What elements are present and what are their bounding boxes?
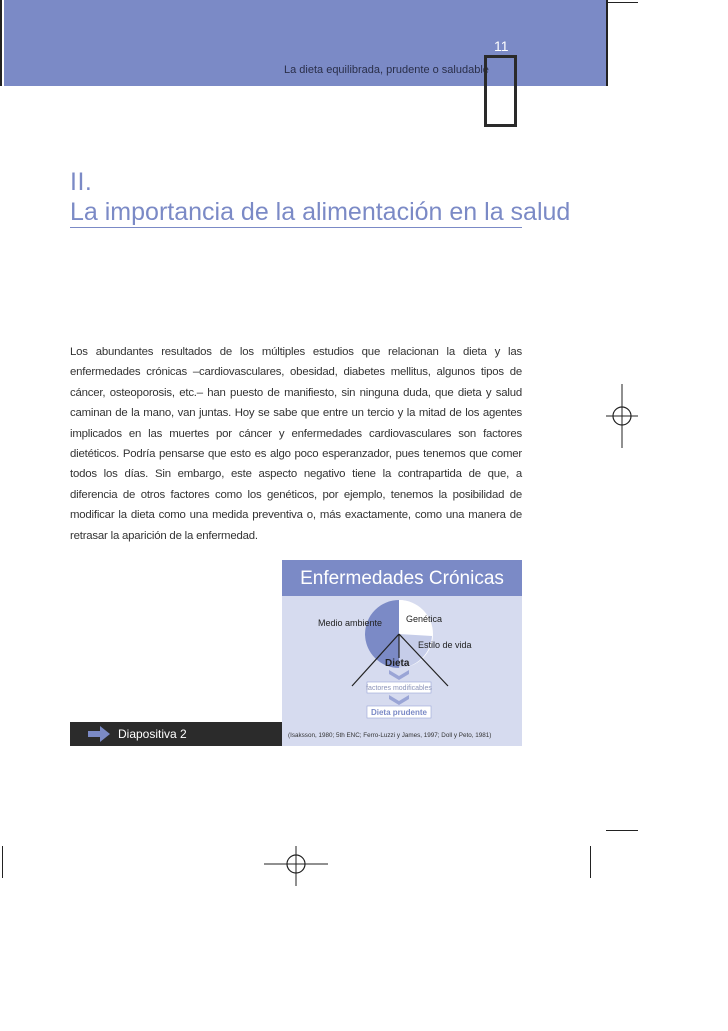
- running-title: La dieta equilibrada, prudente o saludable: [284, 64, 489, 76]
- chevron-down-icon: [389, 670, 409, 680]
- registration-mark-icon: [264, 846, 328, 886]
- chevron-down-icon: [389, 695, 409, 705]
- crop-mark: [0, 0, 2, 86]
- crop-mark: [606, 0, 608, 86]
- slide-diagram: [282, 596, 522, 746]
- crop-mark: [590, 846, 591, 878]
- label-estilo-de-vida: Estilo de vida: [418, 640, 472, 650]
- crop-mark: [2, 846, 3, 878]
- title-divider: [70, 227, 522, 228]
- slide-label-band: [70, 722, 282, 746]
- body-paragraph: Los abundantes resultados de los múltiples estudios que relacionan la dieta y las enfermedades crónicas –cardiovasculares, obesidad, diabetes mellitus, algunos tipos de cáncer, osteoporosis, etc.– han puesto de manifiesto, sin ninguna duda, que dieta y salud caminan de la mano, van juntas. Hoy se sabe que entre un tercio y la mitad de los agentes implicados en las muertes por cáncer y enfermedades cardiovasculares son factores dietéticos. Podría pensarse que esto es algo poco esperanzador, pues tenemos que comer todos los días. Sin embargo, este aspecto negativo tiene la contrapartida de que, a diferencia de otros factores como los genéticos, por ejemplo, tenemos la posibilidad de modificar la dieta como una medida preventiva o, más exactamente, como una manera de retrasar la aparición de la enfermedad.: [70, 346, 522, 542]
- label-medio-ambiente: Medio ambiente: [318, 618, 383, 628]
- slide-label: Diapositiva 2: [118, 727, 187, 741]
- label-dieta-prudente: Dieta prudente: [370, 708, 428, 717]
- label-dieta: Dieta: [385, 658, 410, 669]
- slide-citation: (Isaksson, 1980; 5th ENC; Ferro-Luzzi y James, 1997; Doll y Peto, 1981): [288, 732, 492, 739]
- label-factores: factores modificables: [366, 685, 432, 692]
- page-number-box: [484, 55, 517, 127]
- slide-title: Enfermedades Crónicas: [282, 560, 522, 596]
- arrow-right-icon: [86, 725, 112, 743]
- label-genetica: Genética: [406, 614, 443, 624]
- section-number: II.: [70, 168, 93, 196]
- registration-mark-icon: [602, 384, 642, 448]
- crop-mark: [606, 830, 638, 831]
- section-title: La importancia de la alimentación en la salud: [70, 198, 571, 226]
- page-number: 11: [494, 38, 509, 54]
- crop-mark: [606, 2, 638, 3]
